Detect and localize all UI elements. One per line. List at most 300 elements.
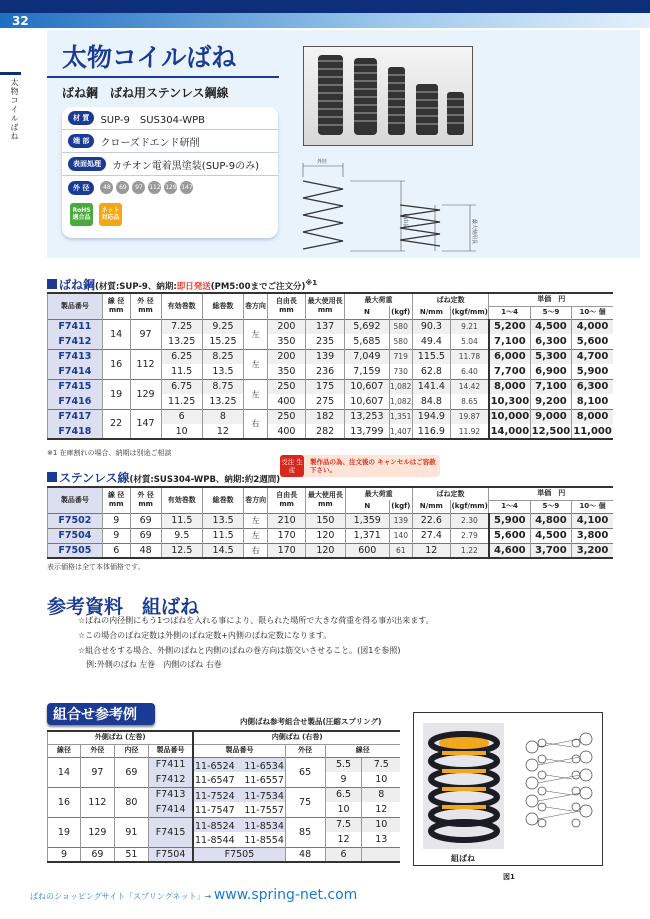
column-header: 製品番号 — [193, 744, 285, 757]
outer-product-code: F7411 — [148, 757, 193, 772]
col-p1: 1～4 — [489, 306, 530, 319]
spec-value: カチオン電着黒塗装(SUP-9のみ) — [112, 160, 260, 172]
inner-od: 48 — [285, 847, 325, 862]
stainless-spec-table — [47, 486, 613, 559]
cell: 139 — [306, 349, 345, 364]
reference-bullet: ☆組合せをする場合、外側のばねと内側のばねの巻方向は筋交いさせること。(図1を参照) — [78, 646, 401, 655]
cell: 1,371 — [345, 528, 389, 543]
cell: 3,800 — [572, 528, 613, 543]
free-length-label: 自由長 — [402, 213, 408, 229]
cell: 8.75 — [202, 379, 243, 394]
inner-product-code: F7505 — [193, 847, 285, 862]
column-header: 線径 — [325, 744, 400, 757]
steel-cond: (材質:SUP-9、納期: — [95, 282, 177, 292]
table-row — [48, 349, 614, 364]
table-row — [48, 513, 614, 528]
diameter-chip: 129 — [164, 181, 177, 194]
cell: 19 — [48, 817, 81, 847]
inner-wire — [362, 847, 400, 862]
cell: 9 — [48, 847, 81, 862]
inner-od: 65 — [285, 757, 325, 787]
page-title: 太物コイルばね — [62, 43, 237, 72]
col-free-length: 自由長 mm — [267, 293, 305, 319]
cell: 12.5 — [161, 543, 202, 558]
cell: 10,000 — [489, 409, 530, 424]
cell: 194.9 — [412, 409, 450, 424]
cell: 580 — [389, 334, 412, 349]
cell: 13.25 — [161, 334, 202, 349]
cell: 左 — [244, 379, 268, 409]
cell: 140 — [389, 528, 412, 543]
col-max-length: 最大使用長 mm — [306, 487, 345, 513]
steel-footnote: ※1 在庫割れの場合、納期は別途ご相談 — [47, 449, 172, 457]
cell: 11.78 — [450, 349, 488, 364]
cell: 9,200 — [530, 394, 571, 409]
cell: 282 — [306, 424, 345, 439]
max-length-label: 最大使用長 — [471, 219, 477, 245]
header-row — [48, 731, 401, 744]
cell: 14 — [102, 319, 130, 349]
col-n: N — [345, 500, 389, 513]
cell: 16 — [102, 349, 130, 379]
cell: 左 — [244, 513, 268, 528]
cell: 8.25 — [202, 349, 243, 364]
cell: 1,359 — [345, 513, 389, 528]
cell: 49.4 — [412, 334, 450, 349]
side-label: 太物コイルばね — [10, 78, 19, 141]
cell: 141.4 — [412, 379, 450, 394]
col-od: 外 径 mm — [130, 487, 161, 513]
inner-wire: 12 — [325, 832, 362, 847]
cell: 719 — [389, 349, 412, 364]
cell: 5,692 — [345, 319, 389, 334]
reference-bullet: 例:外側のばね 左巻 内側のばね 右巻 — [78, 660, 222, 669]
cell: 8,100 — [572, 394, 613, 409]
col-total: 総巻数 — [202, 487, 243, 513]
cell: 9.25 — [202, 319, 243, 334]
cell: 580 — [389, 319, 412, 334]
col-max-length: 最大使用長 mm — [306, 293, 345, 319]
header-row — [48, 744, 401, 757]
outer-spring-header: 外側ばね (左巻) — [48, 731, 194, 744]
spec-label: 端 部 — [68, 134, 94, 148]
cell: 12,500 — [530, 424, 571, 439]
inner-wire: 8 — [362, 787, 400, 802]
cell: 13.5 — [202, 364, 243, 379]
cell: 69 — [114, 757, 148, 787]
cell: 7,049 — [345, 349, 389, 364]
cell: 600 — [345, 543, 389, 558]
cell: 10 — [161, 424, 202, 439]
cell: 10,607 — [345, 379, 389, 394]
table-row — [48, 817, 401, 832]
cell: 13.25 — [202, 394, 243, 409]
diameter-list — [100, 181, 196, 194]
side-accent — [0, 72, 21, 75]
cell: 250 — [267, 409, 305, 424]
inner-od: 85 — [285, 817, 325, 847]
cell: 175 — [306, 379, 345, 394]
cell: 120 — [306, 543, 345, 558]
col-p1: 1～4 — [489, 500, 530, 513]
cell: 7,100 — [530, 379, 571, 394]
site-url[interactable]: www.spring-net.com — [213, 887, 358, 903]
cell: 1,082 — [389, 379, 412, 394]
spring-photo — [303, 46, 473, 146]
col-code: 製品番号 — [48, 293, 103, 319]
col-p3: 10～ 個 — [572, 306, 613, 319]
footnote-mark: ※1 — [305, 278, 318, 288]
cell: 3,700 — [530, 543, 571, 558]
cell: 4,600 — [489, 543, 530, 558]
col-total: 総巻数 — [202, 293, 243, 319]
inner-od: 75 — [285, 787, 325, 817]
cell: 139 — [389, 513, 412, 528]
cell: 8.65 — [450, 394, 488, 409]
cell: 6,300 — [572, 379, 613, 394]
cell: 12 — [412, 543, 450, 558]
cell: 129 — [130, 379, 161, 409]
table-row — [48, 543, 614, 558]
table-row — [48, 847, 401, 862]
cell: 116.9 — [412, 424, 450, 439]
page-number: 32 — [12, 14, 29, 28]
cell: 4,000 — [572, 319, 613, 334]
price-note: 表示価格は全て本体価格です。 — [47, 563, 145, 571]
cell: 7,159 — [345, 364, 389, 379]
cell: 350 — [267, 364, 305, 379]
cell: 11.92 — [450, 424, 488, 439]
product-code: F7413 — [48, 349, 103, 364]
page-bar — [0, 13, 650, 28]
reference-bullet: ☆ばねの内径側にもう1つばねを入れる事により、限られた場所で大きな荷重を得る事が出来ます。 — [78, 616, 434, 625]
cell: 200 — [267, 349, 305, 364]
inner-wire: 6 — [325, 847, 362, 862]
cell: 8 — [202, 409, 243, 424]
cell: 19.87 — [450, 409, 488, 424]
spec-value: クローズドエンド研削 — [100, 137, 200, 149]
cell: 13,799 — [345, 424, 389, 439]
footer-link[interactable] — [30, 887, 357, 903]
col-p2: 5～9 — [530, 306, 571, 319]
inner-wire: 10 — [362, 817, 400, 832]
cell: 5,300 — [530, 349, 571, 364]
column-header: 線径 — [48, 744, 81, 757]
col-wire: 線 径 mm — [102, 293, 130, 319]
cell: 4,500 — [530, 528, 571, 543]
cell: 1,082 — [389, 394, 412, 409]
cell: 7,700 — [489, 364, 530, 379]
combo-caption: 内側ばね参考組合せ製品(圧縮スプリング) — [240, 717, 382, 726]
inner-product-code: 11-6524 11-6534 — [193, 757, 285, 772]
cell: 13,253 — [345, 409, 389, 424]
diameter-chip: 48 — [100, 181, 113, 194]
product-code: F7416 — [48, 394, 103, 409]
cell: 51 — [114, 847, 148, 862]
diameter-chip: 97 — [132, 181, 145, 194]
cell: 137 — [306, 319, 345, 334]
inner-wire: 10 — [325, 802, 362, 817]
inner-wire: 12 — [362, 802, 400, 817]
spec-material — [62, 107, 278, 130]
cell: 14.5 — [202, 543, 243, 558]
cell: 左 — [244, 528, 268, 543]
inner-wire: 6.5 — [325, 787, 362, 802]
cell: 13.5 — [202, 513, 243, 528]
col-max-load: 最大荷重 — [345, 487, 412, 500]
diameter-chip: 69 — [116, 181, 129, 194]
cell: 210 — [268, 513, 306, 528]
combination-table — [47, 730, 400, 863]
col-free-length: 自由長 mm — [268, 487, 306, 513]
cell: 10,300 — [489, 394, 530, 409]
made-to-order-badge: 受注 生産 — [280, 455, 304, 477]
cell: 7.25 — [161, 319, 202, 334]
diameter-chip: 112 — [148, 181, 161, 194]
spec-value: SUP-9 SUS304-WPB — [100, 114, 205, 126]
cell: 120 — [306, 528, 345, 543]
cell: 236 — [306, 364, 345, 379]
cell: 5,600 — [489, 528, 530, 543]
cell: 27.4 — [412, 528, 450, 543]
cell: 97 — [130, 319, 161, 349]
cell: 11.5 — [161, 513, 202, 528]
cell: 22.6 — [412, 513, 450, 528]
cell: 11.25 — [161, 394, 202, 409]
figure-label: 図1 — [503, 873, 515, 881]
inner-product-code: 11-7524 11-7534 — [193, 787, 285, 802]
column-header: 外径 — [80, 744, 114, 757]
spec-label: 外 径 — [68, 181, 94, 195]
cell: 10,607 — [345, 394, 389, 409]
table-row — [48, 528, 614, 543]
steel-heading — [47, 276, 317, 293]
cell: 6.25 — [161, 349, 202, 364]
photo-caption: 組ばね — [451, 854, 475, 863]
cell: 14,000 — [489, 424, 530, 439]
cell: 右 — [244, 543, 268, 558]
cell: 69 — [130, 528, 161, 543]
table-row — [48, 409, 614, 424]
cell: 3,200 — [572, 543, 613, 558]
inner-wire: 7.5 — [325, 817, 362, 832]
cell: 1,351 — [389, 409, 412, 424]
cell: 61 — [389, 543, 412, 558]
col-nmm: N/mm — [412, 306, 450, 319]
cell: 9.21 — [450, 319, 488, 334]
figure-1 — [413, 712, 603, 866]
cell: 14.42 — [450, 379, 488, 394]
cell: 19 — [102, 379, 130, 409]
header-row — [48, 293, 614, 306]
cell: 112 — [80, 787, 114, 817]
cell: 250 — [267, 379, 305, 394]
product-code: F7412 — [48, 334, 103, 349]
col-price: 単価 円 — [489, 487, 613, 500]
col-n: N — [345, 306, 389, 319]
cell: 14 — [48, 757, 81, 787]
cell: 200 — [267, 319, 305, 334]
column-header: 内径 — [114, 744, 148, 757]
product-code: F7502 — [48, 513, 103, 528]
inner-wire: 13 — [362, 832, 400, 847]
col-p3: 10～ 個 — [572, 500, 613, 513]
top-bar — [0, 0, 650, 13]
certification-badge: RoHS 適合品 — [70, 203, 93, 226]
footer-lead: ばねのショッピングサイト「スプリングネット」→ — [30, 892, 214, 901]
cell: 5.04 — [450, 334, 488, 349]
product-code: F7418 — [48, 424, 103, 439]
cell: 6.40 — [450, 364, 488, 379]
col-code: 製品番号 — [48, 487, 103, 513]
outer-product-code: F7413 — [148, 787, 193, 802]
reference-bullet: ☆この場合のばね定数は外側のばね定数+内側のばね定数になります。 — [78, 631, 332, 640]
cell: 147 — [130, 409, 161, 439]
outer-product-code: F7414 — [148, 802, 193, 817]
col-kgfmm: (kgf/mm) — [450, 500, 489, 513]
cell: 48 — [130, 543, 161, 558]
cell: 350 — [267, 334, 305, 349]
spec-label: 材 質 — [68, 111, 94, 125]
made-to-order-text: 製作品の為、注文後の キャンセルはご容赦下さい。 — [309, 458, 436, 474]
cell: 6,300 — [530, 334, 571, 349]
stainless-heading — [47, 469, 280, 486]
spec-diameter — [62, 176, 278, 199]
cell: 4,800 — [530, 513, 571, 528]
spec-box — [62, 107, 278, 238]
cell: 16 — [48, 787, 81, 817]
cell: 9,000 — [530, 409, 571, 424]
reference-title: 参考資料 組ばね — [47, 596, 200, 618]
product-code: F7411 — [48, 319, 103, 334]
cell: 8,000 — [572, 409, 613, 424]
cell: 129 — [80, 817, 114, 847]
cell: 84.8 — [412, 394, 450, 409]
inner-product-code: 11-7547 11-7557 — [193, 802, 285, 817]
cell: 22 — [102, 409, 130, 439]
outer-product-code: F7412 — [148, 772, 193, 787]
cell: 730 — [389, 364, 412, 379]
product-code: F7415 — [48, 379, 103, 394]
col-kgf: (kgf) — [389, 306, 412, 319]
header-row — [48, 487, 614, 500]
cell: 9 — [102, 513, 130, 528]
cell: 6 — [161, 409, 202, 424]
cell: 4,100 — [572, 513, 613, 528]
cell: 235 — [306, 334, 345, 349]
col-p2: 5～9 — [530, 500, 571, 513]
cell: 1.22 — [450, 543, 489, 558]
cell: 115.5 — [412, 349, 450, 364]
cell: 右 — [244, 409, 268, 439]
cell: 170 — [268, 528, 306, 543]
cell: 400 — [267, 424, 305, 439]
steel-cond-time: (PM5:00までご注文分) — [210, 282, 306, 292]
page-subtitle: ばね鋼 ばね用ステンレス鋼線 — [62, 86, 229, 100]
cell: 80 — [114, 787, 148, 817]
cell: 5,600 — [572, 334, 613, 349]
col-active: 有効巻数 — [161, 293, 202, 319]
cell: 7,100 — [489, 334, 530, 349]
col-spring-rate: ばね定数 — [412, 293, 489, 306]
cell: 400 — [267, 394, 305, 409]
stainless-cond: (材質:SUS304-WPB、納期:約2週間) — [129, 475, 281, 485]
product-code: F7417 — [48, 409, 103, 424]
col-kgf: (kgf) — [389, 500, 412, 513]
cell: 15.25 — [202, 334, 243, 349]
cell: 69 — [130, 513, 161, 528]
col-kgfmm: (kgf/mm) — [450, 306, 488, 319]
table-row — [48, 787, 401, 802]
cell: 2.79 — [450, 528, 489, 543]
title-divider — [47, 76, 279, 78]
cell: 11.5 — [202, 528, 243, 543]
table-row — [48, 379, 614, 394]
col-nmm: N/mm — [412, 500, 450, 513]
inner-wire: 5.5 — [325, 757, 362, 772]
col-direction: 巻方向 — [244, 293, 268, 319]
cell: 62.8 — [412, 364, 450, 379]
cell: 左 — [244, 349, 268, 379]
cell: 6,900 — [530, 364, 571, 379]
cell: 69 — [80, 847, 114, 862]
cell: 90.3 — [412, 319, 450, 334]
cell: 5,900 — [489, 513, 530, 528]
cell: 97 — [80, 757, 114, 787]
cell: 91 — [114, 817, 148, 847]
cell: 170 — [268, 543, 306, 558]
product-code: F7505 — [48, 543, 103, 558]
inner-wire: 9 — [325, 772, 362, 787]
cell: 4,700 — [572, 349, 613, 364]
col-price: 単価 円 — [489, 293, 613, 306]
inner-product-code: 11-8524 11-8534 — [193, 817, 285, 832]
cell: 11.5 — [161, 364, 202, 379]
diameter-chip: 147 — [180, 181, 193, 194]
cell: 275 — [306, 394, 345, 409]
certification-badge: ネット 対応品 — [99, 203, 122, 226]
outer-diameter-label: 外径 — [317, 159, 328, 165]
cell: 9.5 — [161, 528, 202, 543]
cell: 1,407 — [389, 424, 412, 439]
column-header: 製品番号 — [148, 744, 193, 757]
spec-finish — [62, 153, 278, 176]
outer-product-code: F7415 — [148, 817, 193, 847]
cell: 11,000 — [572, 424, 613, 439]
cell: 左 — [244, 319, 268, 349]
cell: 5,900 — [572, 364, 613, 379]
stainless-title: ステンレス線 — [59, 471, 130, 485]
combo-section-tab: 組合せ参考例 — [47, 703, 155, 725]
cell: 9 — [102, 528, 130, 543]
col-od: 外 径 mm — [130, 293, 161, 319]
col-max-load: 最大荷重 — [345, 293, 413, 306]
cell: 6 — [102, 543, 130, 558]
spec-end — [62, 130, 278, 153]
inner-spring-header: 内側ばね (右巻) — [193, 731, 400, 744]
cell: 150 — [306, 513, 345, 528]
cell: 182 — [306, 409, 345, 424]
made-to-order-notice — [280, 455, 440, 477]
col-spring-rate: ばね定数 — [412, 487, 489, 500]
spec-label: 表面処理 — [68, 157, 106, 171]
cell: 4,500 — [530, 319, 571, 334]
outer-product-code: F7504 — [148, 847, 193, 862]
inner-product-code: 11-6547 11-6557 — [193, 772, 285, 787]
column-header: 外径 — [285, 744, 325, 757]
product-code: F7504 — [48, 528, 103, 543]
cell: 6,000 — [489, 349, 530, 364]
